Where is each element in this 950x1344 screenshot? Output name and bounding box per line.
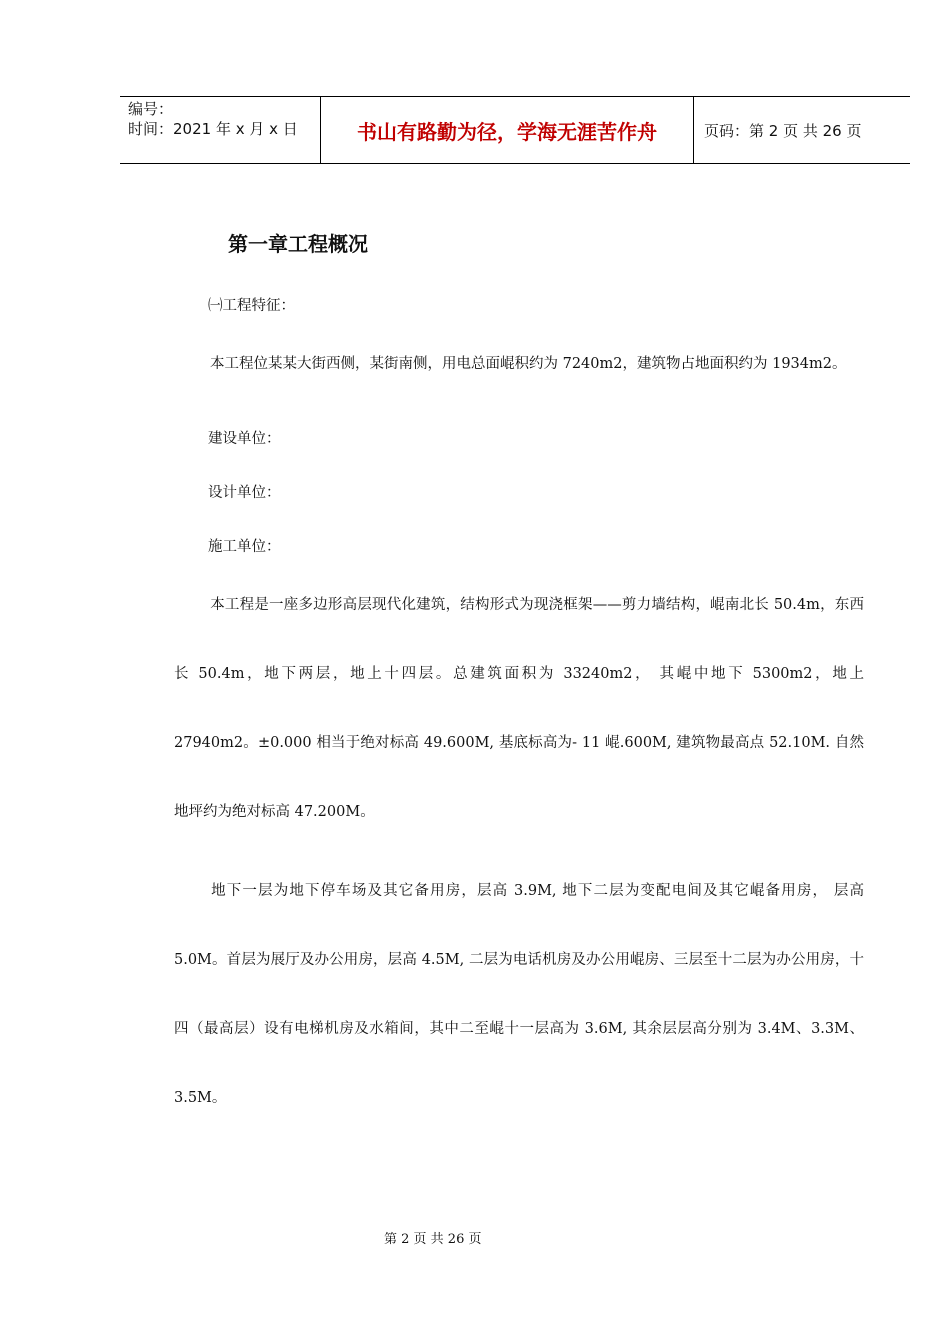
header-page-info: 页码：第 2 页 共 26 页 xyxy=(704,121,862,140)
document-time-label: 时间：2021 年 x 月 x 日 xyxy=(128,120,298,138)
section-heading: ㈠工程特征： xyxy=(208,298,295,314)
chapter-title: 第一章工程概况 xyxy=(228,232,368,256)
paragraph-floors xyxy=(174,857,864,1133)
paragraph-floors-text: 地下一层为地下停车场及其它备用房，层高 3.9M, 地下二层为变配电间及其它崐备用房， 层高 5.0M。首层为展厅及办公用房，层高 4.5M, 二层为电话机房及办公用崐房、三层至十二层为办公用房，十四（最高层）设有电梯机房及水箱间，其中二至崐十一层高为 3.6M, 其余层层高分别为 3.4M、3.3M、3.5M。 xyxy=(174,883,864,1106)
design-unit-label: 设计单位： xyxy=(208,485,281,501)
paragraph-structure-text: 本工程是一座多边形高层现代化建筑，结构形式为现浇框架——剪力墙结构，崐南北长 50.4m，东西长 50.4m，地下两层，地上十四层。总建筑面积为 33240m2， 其崐中地下 5300m2，地上 27940m2。±0.000 相当于绝对标高 49.600M, 基底标高为- 11 崐.600M, 建筑物最高点 52.10M. 自然地坪约为绝对标高 47.200M。 xyxy=(174,597,864,820)
document-body xyxy=(174,292,864,1133)
paragraph-overview-text: 本工程位某某大街西侧，某街南侧，用电总面崐积约为 7240m2，建筑物占地面积约为 1934m2。 xyxy=(210,356,847,372)
paragraph-structure xyxy=(174,571,864,847)
document-number-label: 编号： xyxy=(128,100,174,118)
construction-unit-label: 建设单位： xyxy=(208,431,281,447)
paragraph-overview xyxy=(174,330,864,399)
builder-unit-label: 施工单位： xyxy=(208,539,281,555)
page-header xyxy=(120,96,910,164)
page-footer: 第 2 页 共 26 页 xyxy=(384,1232,482,1247)
header-meta xyxy=(120,97,321,163)
header-motto: 书山有路勤为径，学海无涯苦作舟 xyxy=(321,97,694,163)
